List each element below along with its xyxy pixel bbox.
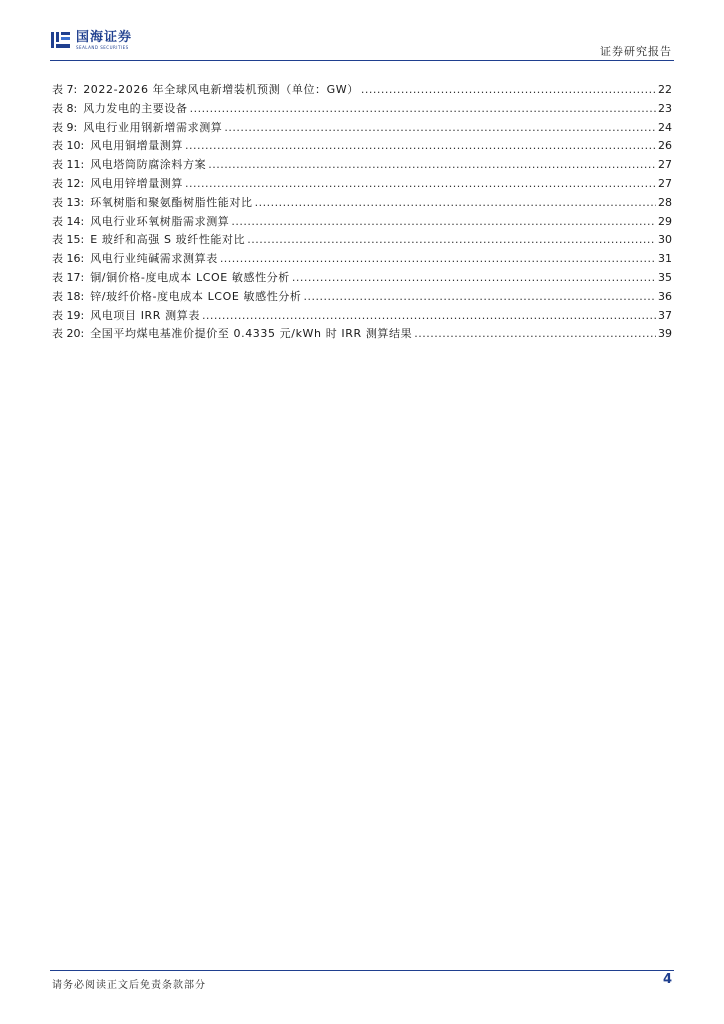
toc-leader-dots [231, 214, 656, 230]
toc-leader-dots [208, 157, 656, 173]
toc-leader-dots [304, 289, 657, 305]
toc-leader-dots [292, 270, 656, 286]
header-divider [50, 60, 674, 61]
logo-name-cn: 国海证券 [76, 29, 133, 45]
toc-entry-number: 表 17: [52, 270, 85, 284]
toc-entry-page: 30 [658, 233, 672, 247]
toc-entry-page: 31 [658, 252, 672, 266]
toc-entry-page: 35 [658, 270, 672, 284]
toc-entry-title: 风电行业环氧树脂需求测算 [90, 214, 230, 228]
toc-entry-page: 22 [658, 83, 672, 96]
toc-entry-number: 表 14: [52, 214, 85, 228]
toc-entry[interactable] [52, 232, 672, 251]
toc-entry-number: 表 19: [52, 308, 85, 322]
toc-entry-number: 表 11: [52, 158, 85, 172]
toc-entry[interactable] [52, 214, 672, 233]
toc-entry-number: 表 9: [52, 120, 78, 134]
logo-name-en: SEALAND SECURITIES [76, 44, 129, 50]
report-type: 证券研究报告 [600, 45, 672, 58]
toc-entry[interactable] [52, 326, 672, 345]
page-number: 4 [662, 972, 672, 987]
toc-entry[interactable] [52, 120, 672, 139]
toc-entry-page: 39 [658, 327, 672, 341]
toc-leader-dots [247, 232, 656, 248]
toc-entry[interactable] [52, 270, 672, 289]
toc-entry-title: E 玻纤和高强 S 玻纤性能对比 [90, 233, 246, 247]
toc-entry-number: 表 15: [52, 233, 85, 247]
logo [50, 30, 132, 50]
table-of-contents [52, 82, 672, 345]
toc-entry-title: 环氧树脂和聚氨酯树脂性能对比 [90, 195, 253, 209]
sealand-logo-icon [50, 30, 72, 50]
toc-entry-number: 表 18: [52, 289, 85, 303]
toc-entry-number: 表 7: [52, 83, 78, 96]
toc-entry[interactable] [52, 308, 672, 327]
toc-leader-dots [224, 120, 656, 136]
toc-entry[interactable] [52, 289, 672, 308]
toc-entry[interactable] [52, 251, 672, 270]
toc-entry-page: 27 [658, 176, 672, 190]
toc-entry-page: 29 [658, 214, 672, 228]
toc-entry-page: 26 [658, 139, 672, 153]
toc-leader-dots [414, 326, 656, 342]
toc-entry-number: 表 10: [52, 139, 85, 153]
toc-entry-title: 风电项目 IRR 测算表 [90, 308, 200, 322]
toc-entry-title: 铜/铜价格-度电成本 LCOE 敏感性分析 [90, 270, 290, 284]
toc-entry-title: 风力发电的主要设备 [83, 101, 188, 115]
toc-entry-page: 24 [658, 120, 672, 134]
toc-entry-title: 锌/玻纤价格-度电成本 LCOE 敏感性分析 [90, 289, 302, 303]
toc-leader-dots [185, 176, 656, 192]
toc-entry[interactable] [52, 157, 672, 176]
toc-entry-number: 表 20: [52, 327, 85, 341]
toc-entry-title: 风电行业用钢新增需求测算 [83, 120, 223, 134]
toc-entry[interactable] [52, 82, 672, 101]
toc-leader-dots [185, 138, 656, 154]
toc-leader-dots [220, 251, 656, 267]
toc-leader-dots [361, 82, 656, 98]
toc-entry[interactable] [52, 138, 672, 157]
toc-entry-number: 表 12: [52, 176, 85, 190]
toc-entry[interactable] [52, 195, 672, 214]
toc-entry-page: 36 [658, 289, 672, 303]
toc-leader-dots [255, 195, 656, 211]
toc-entry-page: 23 [658, 101, 672, 115]
toc-entry-number: 表 13: [52, 195, 85, 209]
toc-entry[interactable] [52, 176, 672, 195]
toc-entry-title: 风电用铜增量测算 [90, 139, 184, 153]
toc-leader-dots [190, 101, 656, 117]
toc-entry-page: 37 [658, 308, 672, 322]
toc-entry-page: 27 [658, 158, 672, 172]
toc-leader-dots [202, 308, 656, 324]
toc-entry[interactable] [52, 101, 672, 120]
toc-entry-title: 风电行业纯碱需求测算表 [90, 252, 218, 266]
toc-entry-number: 表 16: [52, 252, 85, 266]
disclaimer-note: 请务必阅读正文后免责条款部分 [52, 980, 206, 991]
toc-entry-title: 风电塔筒防腐涂料方案 [90, 158, 207, 172]
footer-divider [50, 970, 674, 971]
toc-entry-page: 28 [658, 195, 672, 209]
toc-entry-number: 表 8: [52, 101, 78, 115]
toc-entry-title: 2022-2026 年全球风电新增装机预测（单位：GW） [83, 83, 359, 96]
toc-entry-title: 全国平均煤电基准价提价至 0.4335 元/kWh 时 IRR 测算结果 [90, 327, 413, 341]
toc-entry-title: 风电用锌增量测算 [90, 176, 184, 190]
